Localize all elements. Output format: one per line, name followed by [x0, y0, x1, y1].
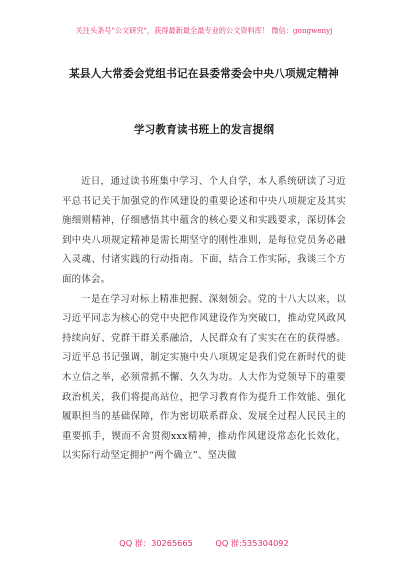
document-title: 某县人大常委会党组书记在县委常委会中央八项规定精神 — [69, 68, 339, 80]
document-body — [62, 172, 346, 466]
document-subtitle: 学习教育读书班上的发言提纲 — [133, 124, 275, 136]
paragraph-intro: 近日，通过读书班集中学习、个人自学，本人系统研读了习近平总书记关于加强党的作风建设的重要论述和中央八项规定及其实施细则精神，仔细感悟其中蕴含的核心要义和实践要求，深切体会到中央八项规定精神是需长期坚守的刚性准则，是每位党员务必融入灵魂、付诸实践的行动指南。下面，结合工作实际，我谈三个方面的体会。 — [62, 176, 346, 285]
footer-contact — [0, 538, 408, 549]
footer-qq-group-2: QQ 群:535304092 — [215, 538, 289, 548]
footer-qq-group-1: QQ 群：30265665 — [119, 538, 193, 548]
header-banner: 关注头条号"公文研究"，获得最新最全最专业的公文资料库！ 微信：gongwenyj — [75, 26, 333, 35]
paragraph-point-one: 一是在学习对标上精准把握、深刻领会。党的十八大以来，以习近平同志为核心的党中央把作风建设作为突破口，推动党风政风持续向好、党群干群关系融洽，人民群众有了实实在在的获得感。习近平总书记强调，制定实施中央八项规定是我们党在新时代的徙木立信之举，必须常抓不懈、久久为功。人大作为党领导下的重要政治机关，我们将提高站位，把学习教育作为提升工作效能、强化履职担当的基础保障，作为密切联系群众、发展全过程人民民主的重要抓手，锲而不舍贯彻xxx精神，推动作风建设常态化长效化，以实际行动坚定拥护“两个确立”、坚决做 — [62, 293, 346, 462]
